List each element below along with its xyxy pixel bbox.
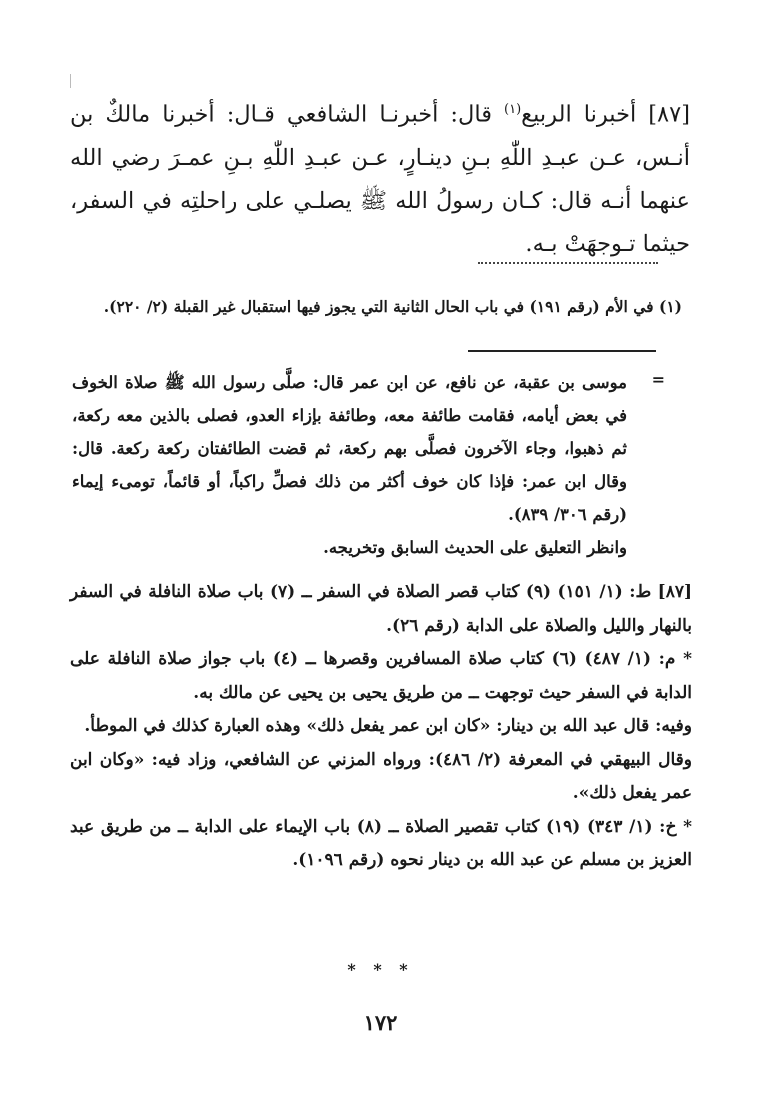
takhrij-section	[70, 576, 692, 878]
section-divider-stars: * * *	[347, 960, 414, 979]
continuation-text: موسى بن عقبة، عن نافع، عن ابن عمر قال: صلَّى رسول الله ﷺ صلاة الخوف في بعض أيامه، فقامت طائفة معه، وطائفة بإزاء العدو، فصلى بالذين معه ركعة، ثم ذهبوا، وجاء الآخرون فصلَّى بهم ركعة، ثم قضت الطائفتان ركعة ركعة. قال: وقال ابن عمر: فإذا كان خوف أكثر من ذلك فصلِّ راكباً، أو قائماً، تومىء إيماء (رقم ٣٠٦/ ٨٣٩).	[72, 373, 627, 524]
page-number: ١٧٢	[363, 1010, 398, 1035]
takhrij-bukhari: * خ: (١/ ٣٤٣) (١٩) كتاب تقصير الصلاة ــ (٨) باب الإيماء على الدابة ــ من طريق عبد العزيز بن مسلم عن عبد الله بن دينار نحوه (رقم ١٠٩٦).	[70, 816, 692, 870]
takhrij-muwatta: [٨٧] ط: (١/ ١٥١) (٩) كتاب قصر الصلاة في السفر ــ (٧) باب صلاة النافلة في السفر بالنهار والليل والصلاة على الدابة (رقم ٢٦).	[70, 582, 692, 636]
commentary-separator	[468, 350, 656, 352]
takhrij-muslim-note: وفيه: قال عبد الله بن دينار: «كان ابن عمر يفعل ذلك» وهذه العبارة كذلك في الموطأ.	[84, 716, 692, 736]
hadith-opening: [٨٧] أخبرنا الربيع	[521, 101, 690, 128]
continuation-note: وانظر التعليق على الحديث السابق وتخريجه.	[323, 538, 627, 557]
footnote-reference: (١)	[504, 102, 522, 117]
footnote-separator	[478, 262, 658, 272]
continuation-commentary	[72, 366, 627, 564]
takhrij-bayhaqi: وقال البيهقي في المعرفة (٢/ ٤٨٦): ورواه المزني عن الشافعي، وزاد فيه: «وكان ابن عمر يفعل ذلك».	[70, 749, 692, 803]
takhrij-muslim: * م: (١/ ٤٨٧) (٦) كتاب صلاة المسافرين وقصرها ــ (٤) باب جواز صلاة النافلة على الدابة في السفر حيث توجهت ــ من طريق يحيى بن يحيى عن مالك به.	[70, 649, 692, 703]
hadith-body: قال: أخبرنـا الشافعي قـال: أخبرنا مالكٌ بن أنـس، عـن عبـدِ اللّٰهِ بـنِ دينـارٍ، عـن عبـدِ اللّٰهِ بـنِ عمـرَ رضي الله عنهما أنـه قال: كـان رسولُ الله ﷺ يصلـي على راحلتِه في السفر، حيثما تـوجهَتْ بـه.	[70, 101, 690, 257]
margin-mark	[70, 74, 71, 88]
continuation-marker: =	[651, 370, 665, 389]
hadith-text	[70, 88, 690, 266]
footnote-1: (١) في الأم (رقم ١٩١) في باب الحال الثانية التي يجوز فيها استقبال غير القبلة (٢/ ٢٢٠).	[103, 297, 682, 316]
